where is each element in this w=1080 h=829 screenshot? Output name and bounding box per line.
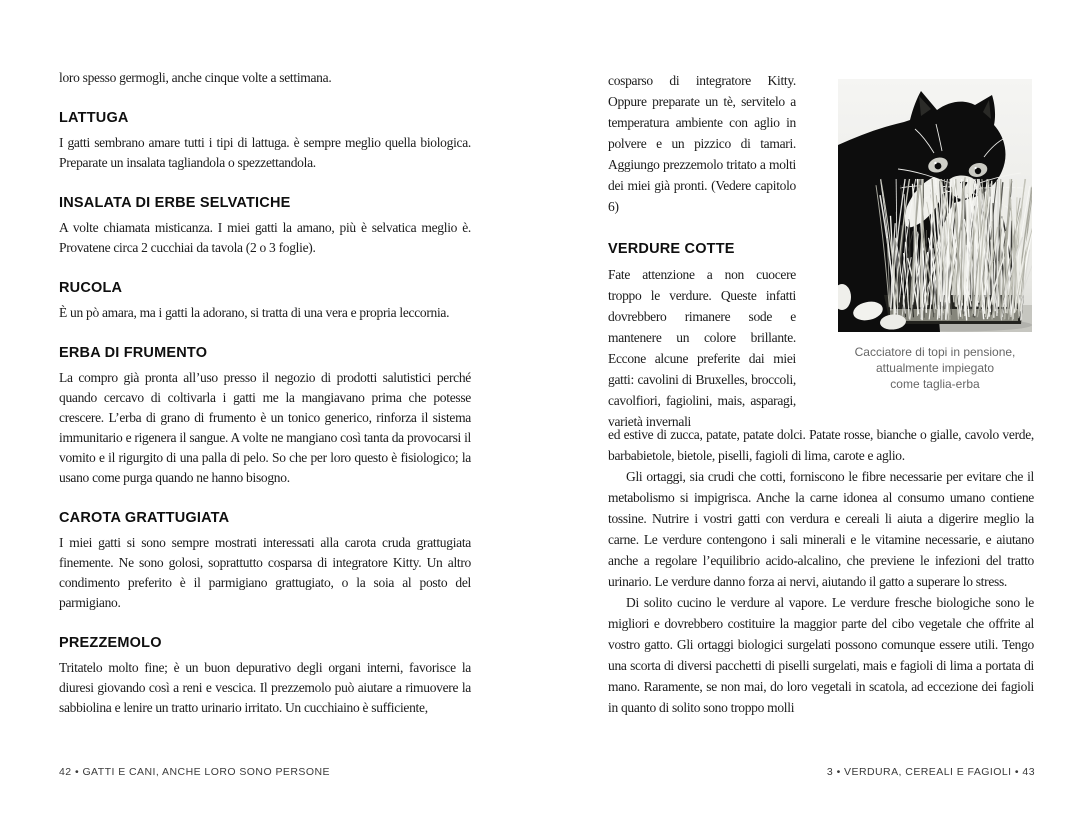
section-body: I gatti sembrano amare tutti i tipi di lattuga. è sempre meglio quella biologica. Preparate un insalata tagliandola o spezzettandola.: [59, 135, 471, 170]
photo-caption: [824, 344, 1046, 392]
section-heading: PREZZEMOLO: [59, 635, 162, 651]
section-rucola: [59, 280, 471, 323]
section-heading: ERBA DI FRUMENTO: [59, 345, 208, 361]
body-paragraph: ed estive di zucca, patate, patate dolci. Patate rosse, bianche o gialle, cavolo verde, barbabietole, bietole, piselli, fagioli di lima, carote e aglio.: [608, 427, 1034, 463]
caption-line: attualmente impiegato: [875, 361, 995, 375]
page-left-text-column: [59, 68, 471, 718]
section-body: I miei gatti si sono sempre mostrati interessati alla carota cruda grattugiata finemente. Ne sono golosi, soprattutto cosparsa di integratore Kitty. Un altro condimento preferito è il parmigiano grattugiato, o la soia al posto del parmigiano.: [59, 535, 471, 610]
section-erba-di-frumento: [59, 345, 471, 488]
page-right-full-width-text: [608, 424, 1034, 718]
section-carota-grattugiata: [59, 510, 471, 613]
section-body: A volte chiamata misticanza. I miei gatti la amano, più è selvatica meglio è. Provatene circa 2 cucchiai da tavola (2 o 3 foglie).: [59, 220, 471, 255]
section-heading: RUCOLA: [59, 280, 123, 296]
section-body: È un pò amara, ma i gatti la adorano, si tratta di una vera e propria leccornia.: [59, 305, 450, 320]
continuation-paragraph: cosparso di integratore Kitty. Oppure preparate un tè, servitelo a temperatura ambiente con aglio in polvere e un pizzico di tamari. Aggiungo prezzemolo tritato a molti dei miei già pronti. (Vedere capitolo 6): [608, 73, 796, 214]
body-paragraph: Gli ortaggi, sia crudi che cotti, forniscono le fibre necessarie per evitare che il metabolismo si impigrisca. Anche la carne idonea al consumo umano contiene tossine. Nutrire i vostri gatti con verdura e cereali li aiuta a digerire meglio la carne. Le verdure contengono i sali minerali e le vitamine necessarie, e aiutano anche a regolare l’equilibrio acido-alcalino, che previene le infezioni del tratto urinario. Le verdure danno forza ai nervi, aiutando il gatto a superare lo stress.: [608, 469, 1034, 589]
section-body: Fate attenzione a non cuocere troppo le verdure. Queste infatti dovrebbero rimanere sode e mantenere un colore brillante. Eccone alcune preferite dai miei gatti: cavolini di Bruxelles, broccoli, cavolfiori, fagiolini, mais, asparagi, varietà invernali: [608, 267, 796, 429]
section-heading: INSALATA DI ERBE SELVATICHE: [59, 195, 291, 211]
cat-photo-illustration: [838, 79, 1032, 332]
cat-eating-wheatgrass-photo: [838, 79, 1032, 332]
section-heading: CAROTA GRATTUGIATA: [59, 510, 230, 526]
page-right-narrow-column: [608, 70, 796, 432]
section-body: Tritatelo molto fine; è un buon depurativo degli organi interni, favorisce la diuresi giovando così a reni e vescica. Il prezzemolo può aiutare a rimuovere la sabbiolina e lenire un tratto urinario irritato. Un cucchiaino è sufficiente,: [59, 660, 471, 715]
section-insalata-erbe-selvatiche: [59, 195, 471, 258]
body-paragraph: Di solito cucino le verdure al vapore. Le verdure fresche biologiche sono le migliori e dovrebbero costituire la maggior parte del cibo vegetale che offrite al vostro gatto. Gli ortaggi biologici surgelati possono comunque essere utili. Tengo una scorta di diversi pacchetti di piselli surgelati, mais e fagioli di lima a portata di mano. Raramente, se non mai, do loro vegetali in scatola, ad eccezione dei fagioli in quanto di solito sono troppo molli: [608, 595, 1034, 715]
page-footer-left: 42 • GATTI E CANI, ANCHE LORO SONO PERSONE: [59, 766, 330, 778]
section-body: La compro già pronta all’uso presso il negozio di prodotti salutistici perché quando cercavo di coltivarla i gatti me la mangiavano prima che potesse crescere. L’erba di grano di frumento è un tonico generico, rinforza il sistema immunitario e rigenera il sangue. A volte ne mangiano così tanta da provocarsi il vomito e il rigurgito di una palla di pelo. So che per loro questo è fisiologico; la usano come purga quando ne hanno bisogno.: [59, 370, 471, 485]
page-footer-right: 3 • VERDURA, CEREALI E FAGIOLI • 43: [826, 766, 1035, 778]
section-prezzemolo: [59, 635, 471, 718]
caption-line: Cacciatore di topi in pensione,: [854, 345, 1016, 359]
continuation-paragraph: loro spesso germogli, anche cinque volte a settimana.: [59, 70, 332, 85]
caption-line: come taglia-erba: [890, 377, 980, 391]
section-heading: LATTUGA: [59, 110, 129, 126]
section-lattuga: [59, 110, 471, 173]
section-heading-verdure-cotte: VERDURE COTTE: [608, 241, 735, 257]
